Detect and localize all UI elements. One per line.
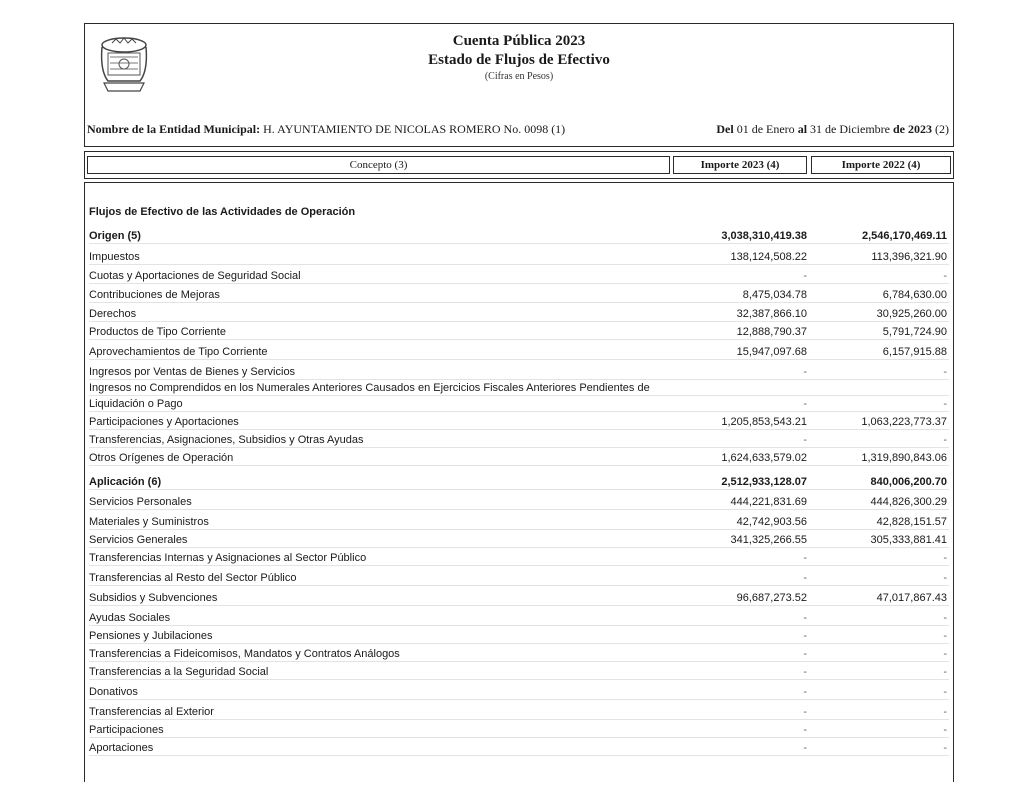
table-row (89, 321, 949, 340)
row-label: Transferencias Internas y Asignaciones al Sector Público (89, 552, 367, 564)
row-importe-2022: - (943, 398, 947, 410)
row-label: Aplicación (6) (89, 476, 162, 488)
row-importe-2023: - (803, 742, 807, 754)
table-row (89, 411, 949, 430)
row-label: Contribuciones de Mejoras (89, 289, 220, 301)
row-importe-2022: 840,006,200.70 (870, 476, 947, 488)
row-label: Transferencias a Fideicomisos, Mandatos y Contratos Análogos (89, 648, 400, 660)
row-importe-2022: - (943, 612, 947, 624)
row-label: Transferencias, Asignaciones, Subsidios y Otras Ayudas (89, 434, 364, 446)
table-row (89, 303, 949, 322)
period-start: 01 de Enero (736, 122, 795, 136)
table-row (89, 529, 949, 548)
row-importe-2022: 47,017,867.43 (876, 592, 947, 604)
report-title: Cuenta Pública 2023 (452, 33, 586, 49)
period-year: 2023 (908, 122, 932, 136)
row-importe-2023: 444,221,831.69 (730, 496, 807, 508)
table-row (89, 567, 949, 586)
period-ref: (2) (935, 122, 949, 136)
row-importe-2023: 138,124,508.22 (730, 251, 807, 263)
row-importe-2022: - (943, 742, 947, 754)
row-importe-2022: 2,546,170,469.11 (861, 230, 947, 242)
period-end: 31 de Diciembre (810, 122, 890, 136)
row-label: Servicios Personales (89, 496, 192, 508)
row-label: Participaciones (89, 724, 164, 736)
table-row (89, 225, 949, 244)
row-importe-2023: - (803, 572, 807, 584)
row-label: Servicios Generales (89, 534, 188, 546)
row-importe-2022: - (943, 572, 947, 584)
row-importe-2023: - (803, 612, 807, 624)
period-del: Del (716, 122, 734, 136)
table-row (89, 341, 949, 360)
column-header (84, 151, 954, 179)
row-importe-2022: - (943, 648, 947, 660)
column-importe-2023: Importe 2023 (4) (673, 156, 807, 174)
table-row (89, 393, 949, 412)
row-importe-2023: 1,624,633,579.02 (721, 452, 807, 464)
table-row (89, 246, 949, 265)
row-label: Ingresos por Ventas de Bienes y Servicios (89, 366, 296, 378)
row-importe-2022: - (943, 724, 947, 736)
row-importe-2022: 1,063,223,773.37 (861, 416, 947, 428)
row-importe-2022: - (943, 686, 947, 698)
table-row (89, 681, 949, 700)
period-al: al (797, 122, 808, 136)
row-importe-2022: 444,826,300.29 (870, 496, 947, 508)
row-label: Donativos (89, 686, 138, 698)
row-label: Ingresos no Comprendidos en los Numerales Anteriores Causados en Ejercicios Fiscales Anteriores Pendientes de (89, 382, 650, 394)
row-label: Otros Orígenes de Operación (89, 452, 234, 464)
row-importe-2022: 5,791,724.90 (882, 326, 947, 338)
row-importe-2022: - (943, 366, 947, 378)
table-row (89, 491, 949, 510)
row-importe-2023: 32,387,866.10 (736, 308, 807, 320)
row-label: Subsidios y Subvenciones (89, 592, 218, 604)
row-label: Origen (5) (89, 230, 141, 242)
row-importe-2023: 96,687,273.52 (736, 592, 807, 604)
report-header (84, 23, 954, 147)
report-units: (Cifras en Pesos) (484, 71, 554, 82)
row-importe-2023: - (803, 648, 807, 660)
table-row (89, 587, 949, 606)
row-importe-2023: - (803, 552, 807, 564)
row-importe-2022: - (943, 706, 947, 718)
statement-body (84, 182, 954, 782)
row-label: Pensiones y Jubilaciones (89, 630, 213, 642)
row-importe-2022: 305,333,881.41 (870, 534, 947, 546)
report-subtitle: Estado de Flujos de Efectivo (428, 52, 610, 68)
entity-label: Nombre de la Entidad Municipal: (87, 122, 261, 136)
row-importe-2023: - (803, 366, 807, 378)
row-label: Aprovechamientos de Tipo Corriente (89, 346, 268, 358)
row-importe-2022: 6,784,630.00 (882, 289, 947, 301)
row-importe-2023: - (803, 724, 807, 736)
table-row (89, 607, 949, 626)
row-importe-2023: - (803, 686, 807, 698)
row-label: Materiales y Suministros (89, 516, 209, 528)
row-importe-2022: - (943, 666, 947, 678)
title-block (85, 32, 953, 84)
row-importe-2023: - (803, 434, 807, 446)
row-importe-2023: 341,325,266.55 (730, 534, 807, 546)
row-label: Cuotas y Aportaciones de Seguridad Social (89, 270, 301, 282)
row-importe-2022: 42,828,151.57 (876, 516, 947, 528)
period-de: de (893, 122, 905, 136)
table-row (89, 625, 949, 644)
row-label: Transferencias a la Seguridad Social (89, 666, 269, 678)
row-importe-2022: 30,925,260.00 (876, 308, 947, 320)
row-importe-2023: - (803, 398, 807, 410)
row-importe-2022: - (943, 434, 947, 446)
table-row (89, 265, 949, 284)
row-importe-2023: 8,475,034.78 (742, 289, 807, 301)
row-importe-2022: 113,396,321.90 (871, 251, 947, 263)
table-row (89, 447, 949, 466)
row-label: Liquidación o Pago (89, 398, 183, 410)
period-line (716, 122, 949, 137)
row-importe-2023: 2,512,933,128.07 (721, 476, 807, 488)
section-title: Flujos de Efectivo de las Actividades de Operación (89, 206, 356, 218)
row-label: Derechos (89, 308, 137, 320)
row-importe-2023: 42,742,903.56 (736, 516, 807, 528)
table-row (89, 643, 949, 662)
table-row (89, 737, 949, 756)
table-row (89, 547, 949, 566)
row-importe-2023: 12,888,790.37 (736, 326, 807, 338)
row-importe-2023: - (803, 706, 807, 718)
section-title-row (89, 199, 949, 219)
table-row (89, 661, 949, 680)
row-label: Transferencias al Resto del Sector Público (89, 572, 297, 584)
row-importe-2023: 3,038,310,419.38 (721, 230, 807, 242)
table-row (89, 284, 949, 303)
table-row (89, 511, 949, 530)
row-label: Transferencias al Exterior (89, 706, 214, 718)
table-row (89, 429, 949, 448)
row-label: Aportaciones (89, 742, 154, 754)
row-label: Participaciones y Aportaciones (89, 416, 239, 428)
table-row (89, 701, 949, 720)
row-importe-2022: - (943, 630, 947, 642)
row-importe-2022: - (943, 270, 947, 282)
row-label: Productos de Tipo Corriente (89, 326, 226, 338)
row-importe-2022: 1,319,890,843.06 (861, 452, 947, 464)
row-importe-2023: 1,205,853,543.21 (721, 416, 807, 428)
table-row (89, 471, 949, 490)
row-importe-2022: - (943, 552, 947, 564)
table-row (89, 719, 949, 738)
row-label: Ayudas Sociales (89, 612, 171, 624)
entity-line (87, 122, 565, 137)
row-label: Impuestos (89, 251, 140, 263)
row-importe-2023: - (803, 666, 807, 678)
row-importe-2023: - (803, 630, 807, 642)
column-importe-2022: Importe 2022 (4) (811, 156, 951, 174)
row-importe-2023: 15,947,097.68 (736, 346, 807, 358)
column-concepto: Concepto (3) (87, 156, 670, 174)
row-importe-2022: 6,157,915.88 (882, 346, 947, 358)
row-importe-2023: - (803, 270, 807, 282)
entity-name: H. AYUNTAMIENTO DE NICOLAS ROMERO No. 0098 (1) (263, 122, 566, 136)
